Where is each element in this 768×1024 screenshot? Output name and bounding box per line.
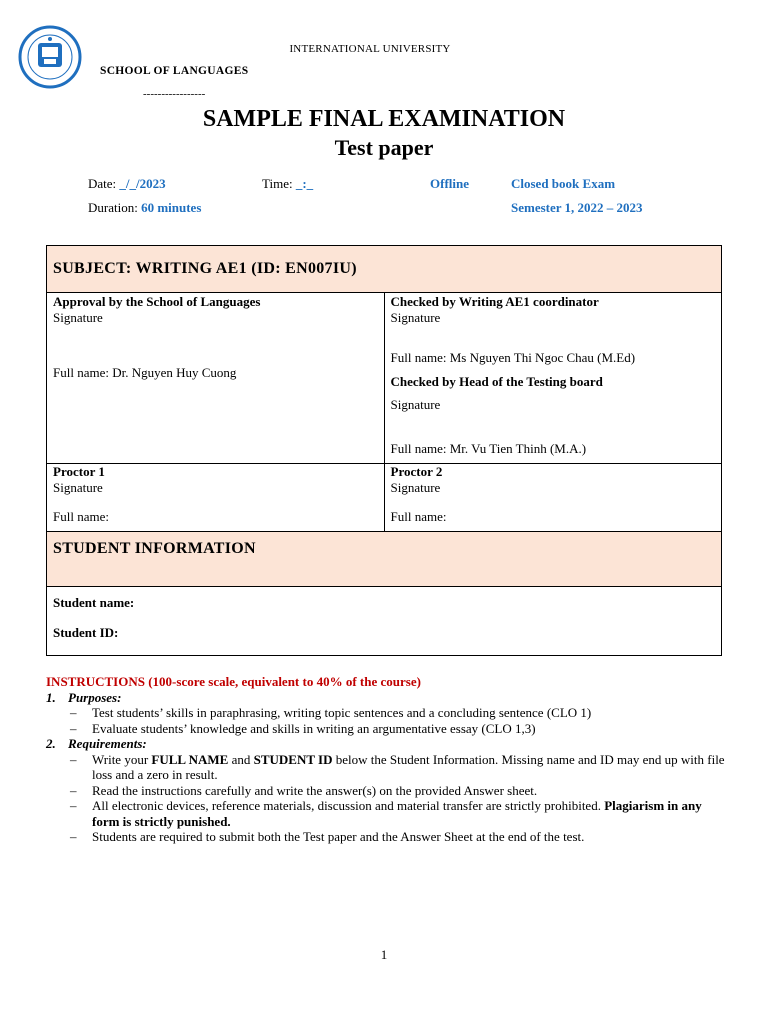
- list-item: [46, 783, 726, 799]
- coordinator-heading: Checked by Writing AE1 coordinator: [390, 294, 599, 309]
- requirement-1-text-c: and: [228, 751, 254, 767]
- school-approval-fullname: Full name: Dr. Nguyen Huy Cuong: [53, 365, 237, 380]
- time-value: _:_: [295, 176, 314, 191]
- page-title: SAMPLE FINAL EXAMINATION: [202, 106, 566, 132]
- proctor-1-fullname: Full name:: [53, 509, 109, 524]
- duration-field: [88, 200, 201, 216]
- proctor-1-cell: [47, 464, 385, 532]
- requirement-item-2: Read the instructions carefully and write the answer(s) on the provided Answer sheet.: [92, 782, 538, 798]
- exam-type: Closed book Exam: [511, 176, 616, 191]
- student-info-header-row: [47, 532, 722, 587]
- school-name: SCHOOL OF LANGUAGES: [100, 65, 249, 77]
- testing-board-signature: Signature: [390, 397, 441, 412]
- student-info-row: [47, 587, 722, 656]
- duration-value: 60 minutes: [141, 200, 202, 215]
- student-info-header-cell: [47, 532, 722, 587]
- divider-dashes: -----------------: [143, 88, 206, 100]
- student-name-label: Student name:: [53, 595, 135, 610]
- coordinator-fullname: Full name: Ms Nguyen Thi Ngoc Chau (M.Ed): [390, 350, 636, 365]
- approval-row: [47, 293, 722, 464]
- purposes-title: Purposes:: [68, 689, 122, 705]
- dash-bullet: –: [70, 829, 77, 844]
- student-info-cell: [47, 587, 722, 656]
- purposes-number: 1.: [46, 689, 56, 705]
- proctor-1-label: Proctor 1: [53, 464, 105, 479]
- list-item: [46, 798, 726, 829]
- dash-bullet: –: [70, 705, 77, 720]
- page-number: 1: [380, 947, 388, 962]
- date-label: Date:: [88, 176, 120, 191]
- proctor-2-fullname: Full name:: [390, 509, 447, 524]
- coordinator-check-cell: [384, 293, 722, 464]
- requirement-1-full-name: FULL NAME: [151, 751, 229, 767]
- dash-bullet: –: [70, 798, 77, 813]
- requirement-1-text-e: below the Student Information. Missing name and ID may end up with file loss and a zero in result.: [92, 751, 725, 782]
- duration-label: Duration:: [88, 200, 142, 215]
- dash-bullet: –: [70, 751, 77, 767]
- university-name: INTERNATIONAL UNIVERSITY: [289, 43, 451, 55]
- requirement-1-text-a: Write your: [92, 751, 152, 767]
- requirements-title: Requirements:: [68, 736, 147, 751]
- instructions-heading: INSTRUCTIONS (100-score scale, equivalent to 40% of the course): [46, 674, 421, 689]
- instructions-section: [46, 674, 726, 845]
- university-logo: [14, 25, 86, 89]
- list-item: [46, 721, 726, 737]
- coordinator-signature: Signature: [390, 310, 441, 325]
- proctor-row: [47, 464, 722, 532]
- student-info-heading: STUDENT INFORMATION: [53, 540, 256, 557]
- requirement-item-1: [46, 752, 726, 783]
- school-approval-heading: Approval by the School of Languages: [53, 294, 261, 309]
- proctor-1-signature: Signature: [53, 480, 103, 495]
- dash-bullet: –: [70, 782, 77, 798]
- exam-info-table: [46, 245, 722, 656]
- list-item: [46, 705, 726, 721]
- requirements-heading: [46, 736, 726, 752]
- testing-board-heading: Checked by Head of the Testing board: [390, 374, 603, 389]
- requirement-1-student-id: STUDENT ID: [253, 751, 333, 767]
- purposes-heading: [46, 690, 726, 706]
- proctor-2-cell: [384, 464, 722, 532]
- subject-cell: [47, 246, 722, 293]
- list-item: [46, 829, 726, 845]
- time-label: Time:: [262, 176, 296, 191]
- semester: Semester 1, 2022 – 2023: [511, 200, 643, 215]
- page-subtitle: Test paper: [334, 135, 434, 160]
- testing-board-fullname: Full name: Mr. Vu Tien Thinh (M.A.): [390, 441, 587, 456]
- school-approval-signature: Signature: [53, 310, 103, 325]
- date-field: [88, 176, 166, 192]
- requirements-number: 2.: [46, 736, 56, 751]
- proctor-2-label: Proctor 2: [390, 464, 443, 479]
- dash-bullet: –: [70, 720, 77, 736]
- requirement-item-4: Students are required to submit both the Test paper and the Answer Sheet at the end of the test.: [92, 829, 585, 844]
- purpose-item-2: Evaluate students’ knowledge and skills in writing an argumentative essay (CLO 1,3): [92, 720, 536, 736]
- requirement-3-text: All electronic devices, reference materials, discussion and material transfer are strictly prohibited.: [92, 798, 605, 813]
- date-value: _/_/2023: [119, 176, 166, 191]
- school-approval-cell: [47, 293, 385, 464]
- requirement-3-plagiarism: Plagiarism in any form is strictly punished.: [92, 798, 702, 829]
- list-item: [46, 752, 726, 783]
- exam-mode: Offline: [430, 176, 469, 191]
- proctor-2-signature: Signature: [390, 480, 441, 495]
- subject-row: [47, 246, 722, 293]
- student-id-label: Student ID:: [53, 625, 119, 640]
- requirement-item-3: [46, 798, 726, 829]
- time-field: [262, 176, 313, 192]
- purpose-item-1: Test students’ skills in paraphrasing, writing topic sentences and a concluding sentence (CLO 1): [92, 705, 592, 720]
- subject-title: SUBJECT: WRITING AE1 (ID: EN007IU): [53, 260, 357, 277]
